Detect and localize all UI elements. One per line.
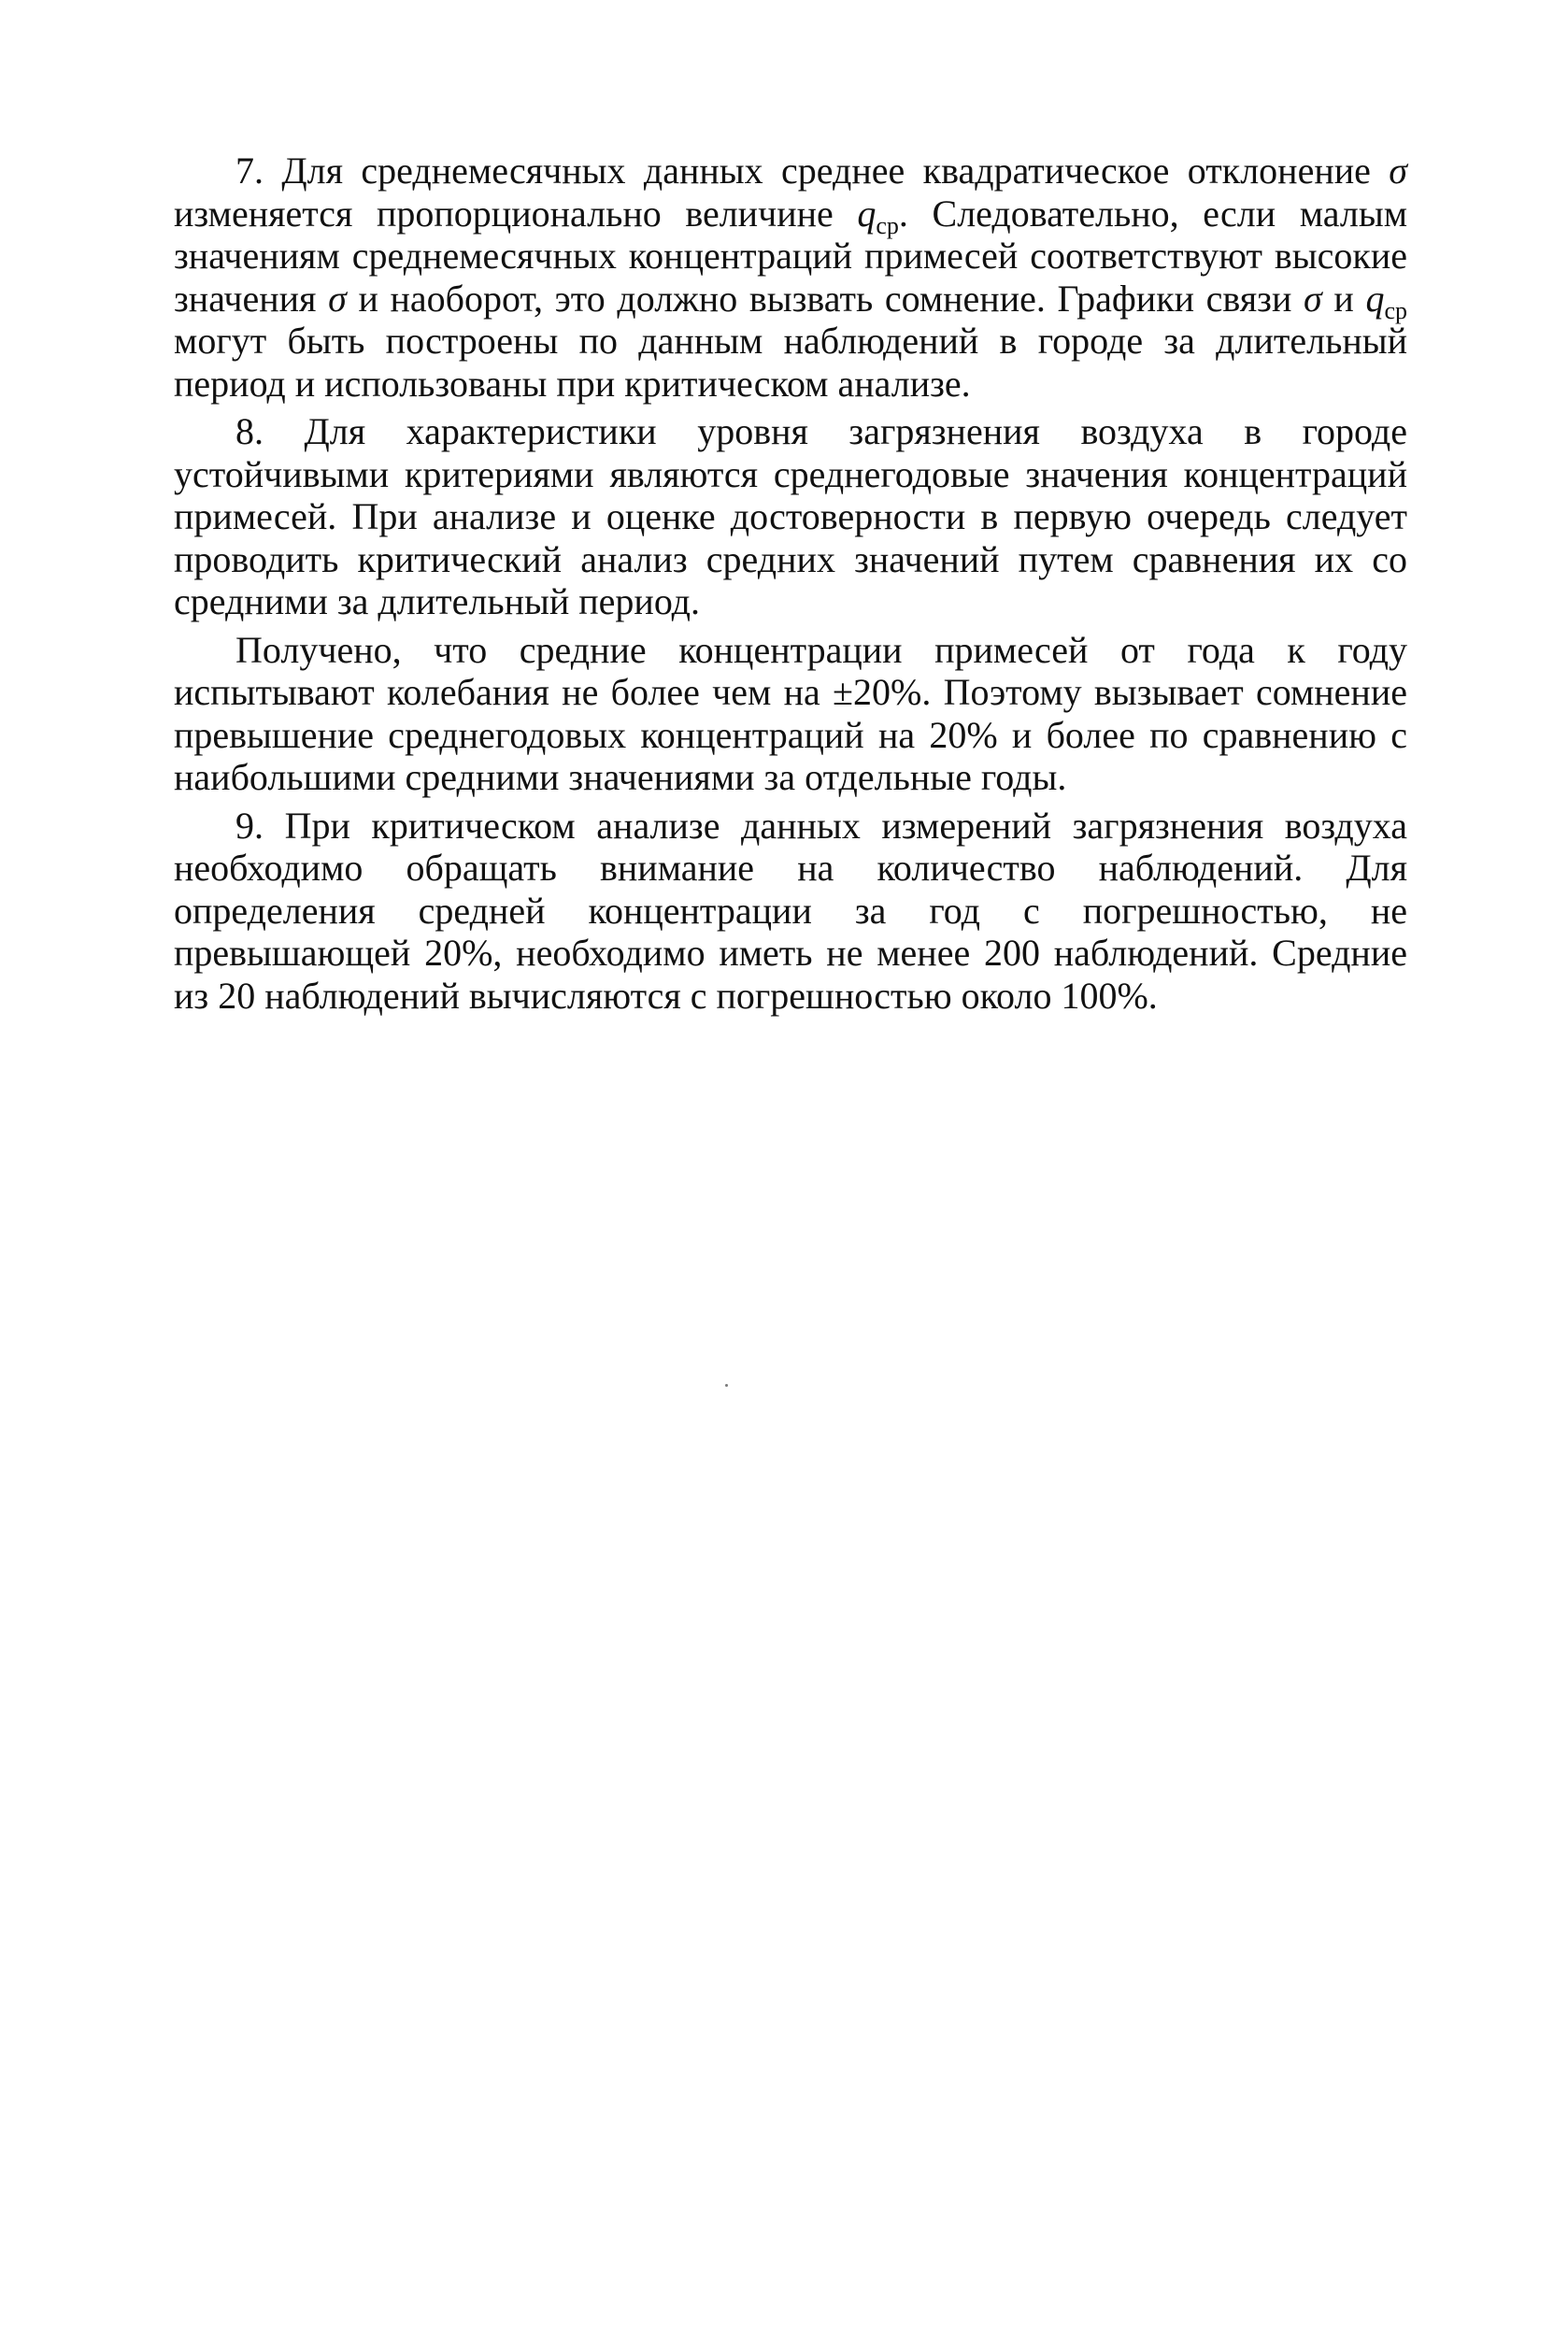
symbol-letter: σ xyxy=(1389,150,1407,192)
symbol-sigma xyxy=(1389,150,1407,192)
symbol-letter: σ xyxy=(328,277,347,320)
text-run: 8. Для характеристики уровня загрязнения воздуха в городе устойчивыми критериями являются среднегодовые значения концентраций примесей. При анализе и оценке достоверности в первую очередь следует проводить критический анализ средних значений путем сравнения их со средними за длительный период. xyxy=(174,410,1407,622)
text-run: и наоборот, это должно вызвать сомнение. Графики связи xyxy=(346,277,1304,320)
symbol-q-avg xyxy=(857,192,899,239)
symbol-letter: q xyxy=(1365,277,1385,320)
paragraph-item-8-continuation xyxy=(174,629,1407,799)
symbol-letter: σ xyxy=(1304,277,1322,320)
symbol-sigma xyxy=(328,278,347,320)
symbol-subscript: ср xyxy=(876,211,899,239)
paragraph-item-7 xyxy=(174,150,1407,405)
symbol-sigma xyxy=(1304,278,1322,320)
scan-speck xyxy=(725,1384,728,1387)
symbol-subscript: ср xyxy=(1384,296,1407,324)
symbol-q-avg xyxy=(1365,277,1407,324)
text-run: 9. При критическом анализе данных измерений загрязнения воздуха необходимо обращать внимание на количество наблюдений. Для определения средней концентрации за год с погрешностью, не превышающей 20%, необходимо иметь не менее 200 наблюдений. Средние из 20 наблюдений вычисляются с погрешностью около 100%. xyxy=(174,804,1407,1017)
text-run: Получено, что средние концентрации примесей от года к году испытывают колебания не более чем на ±20%. Поэтому вызывает сомнение превышение среднегодовых концентраций на 20% и более по сравнению с наибольшими средними значениями за отдельные годы. xyxy=(174,628,1407,798)
body-text xyxy=(174,150,1407,1017)
text-run: и xyxy=(1321,277,1366,320)
paragraph-item-9 xyxy=(174,805,1407,1018)
symbol-letter: q xyxy=(857,192,877,235)
paragraph-item-8 xyxy=(174,410,1407,623)
text-run: могут быть построены по данным наблюдений в городе за длительный период и использованы при критическом анализе. xyxy=(174,320,1407,405)
text-run: . Следовательно, если малым значениям среднемесячных концентраций примесей соответствуют высокие значения xyxy=(174,192,1407,320)
text-run: изменяется пропорционально величине xyxy=(174,192,858,235)
text-run: 7. Для среднемесячных данных среднее квадратическое отклонение xyxy=(235,150,1390,192)
